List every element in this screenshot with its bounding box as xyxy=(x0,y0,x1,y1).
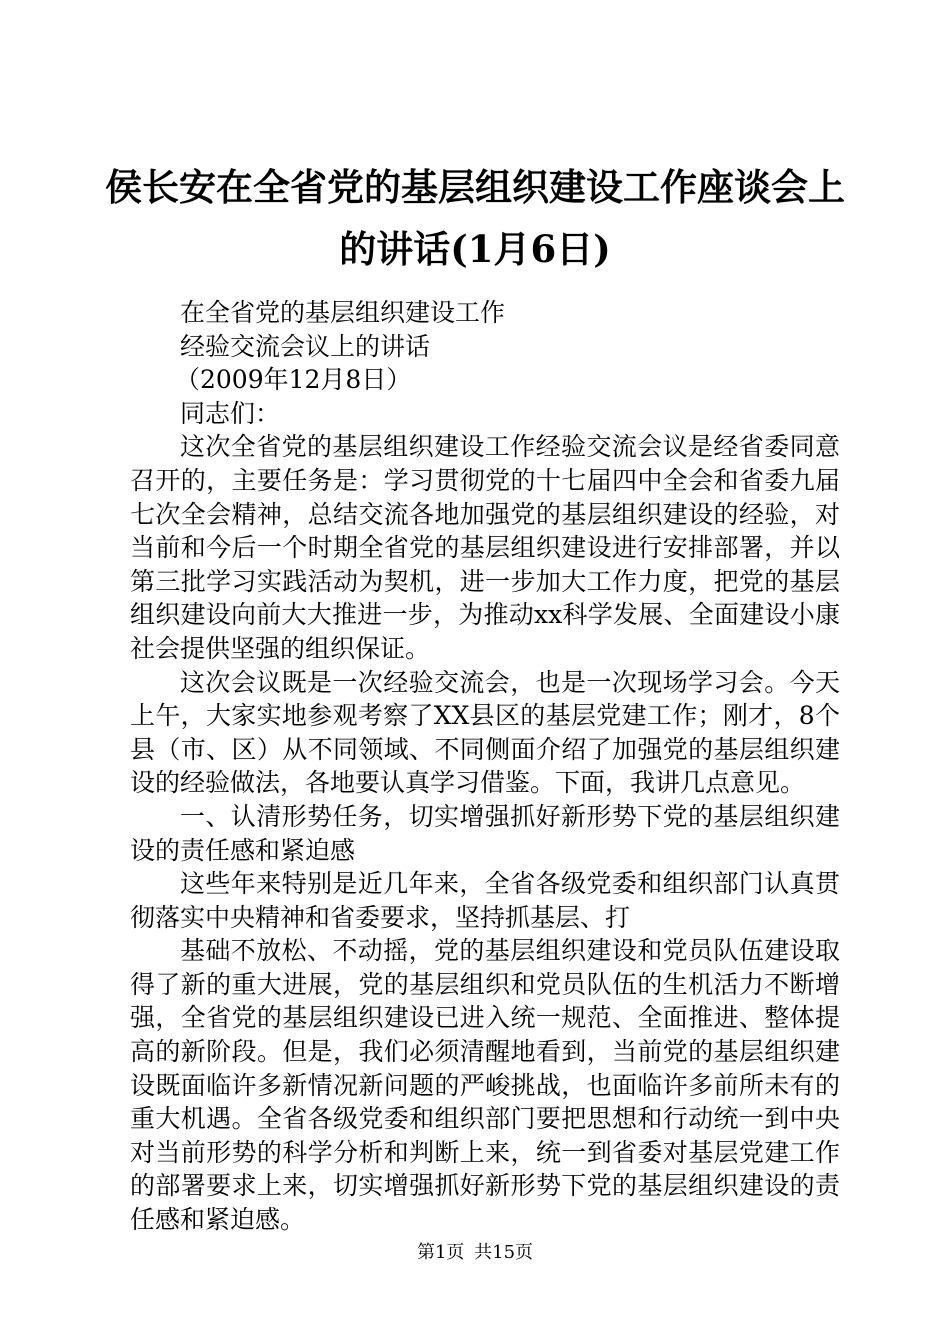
body-paragraph: 基础不放松、不动摇，党的基层组织建设和党员队伍建设取得了新的重大进展，党的基层组织和党员队伍的生机活力不断增强，全省党的基层组织建设已进入统一规范、全面推进、整体提高的新阶段。但是，我们必须清醒地看到，当前党的基层组织建设既面临许多新情况新问题的严峻挑战，也面临许多前所未有的重大机遇。全省各级党委和组织部门要把思想和行动统一到中央对当前形势的科学分析和判断上来，统一到省委对基层党建工作的部署要求上来，切实增强抓好新形势下党的基层组织建设的责任感和紧迫感。 xyxy=(130,936,840,1235)
page-total: 共15页 xyxy=(474,1242,534,1263)
body-paragraph: 这次会议既是一次经验交流会，也是一次现场学习会。今天上午，大家实地参观考察了XX县区的基层党建工作；刚才，8个县（市、区）从不同领域、不同侧面介绍了加强党的基层组织建设的经验做法，各地要认真学习借鉴。下面，我讲几点意见。 xyxy=(130,667,840,798)
section-heading: 一、认清形势任务，切实增强抓好新形势下党的基层组织建设的责任感和紧迫感 xyxy=(130,801,840,865)
salutation: 同志们： xyxy=(180,398,281,428)
intro-line: 经验交流会议上的讲话 xyxy=(180,331,431,361)
body-paragraph: 这次全省党的基层组织建设工作经验交流会议是经省委同意召开的，主要任务是：学习贯彻党的十七届四中全会和省委九届七次全会精神，总结交流各地加强党的基层组织建设的经验，对当前和今后一个时期全省党的基层组织建设进行安排部署，并以第三批学习实践活动为契机，进一步加大工作力度，把党的基层组织建设向前大大推进一步，为推动xx科学发展、全面建设小康社会提供坚强的组织保证。 xyxy=(130,432,840,663)
speech-date: （2009年12月8日） xyxy=(175,365,412,395)
document-body xyxy=(130,296,840,1237)
title-line-2: 的讲话(1月6日) xyxy=(339,227,611,271)
intro-line: 在全省党的基层组织建设工作 xyxy=(180,298,506,327)
title-line-1: 侯长安在全省党的基层组织建设工作座谈会上 xyxy=(105,165,845,209)
body-paragraph: 这些年来特别是近几年来，全省各级党委和组织部门认真贯彻落实中央精神和省委要求，坚持抓基层、打 xyxy=(130,869,840,932)
page-number: 第1页 xyxy=(416,1242,465,1263)
page-footer xyxy=(0,1241,950,1265)
document-title xyxy=(100,156,850,280)
